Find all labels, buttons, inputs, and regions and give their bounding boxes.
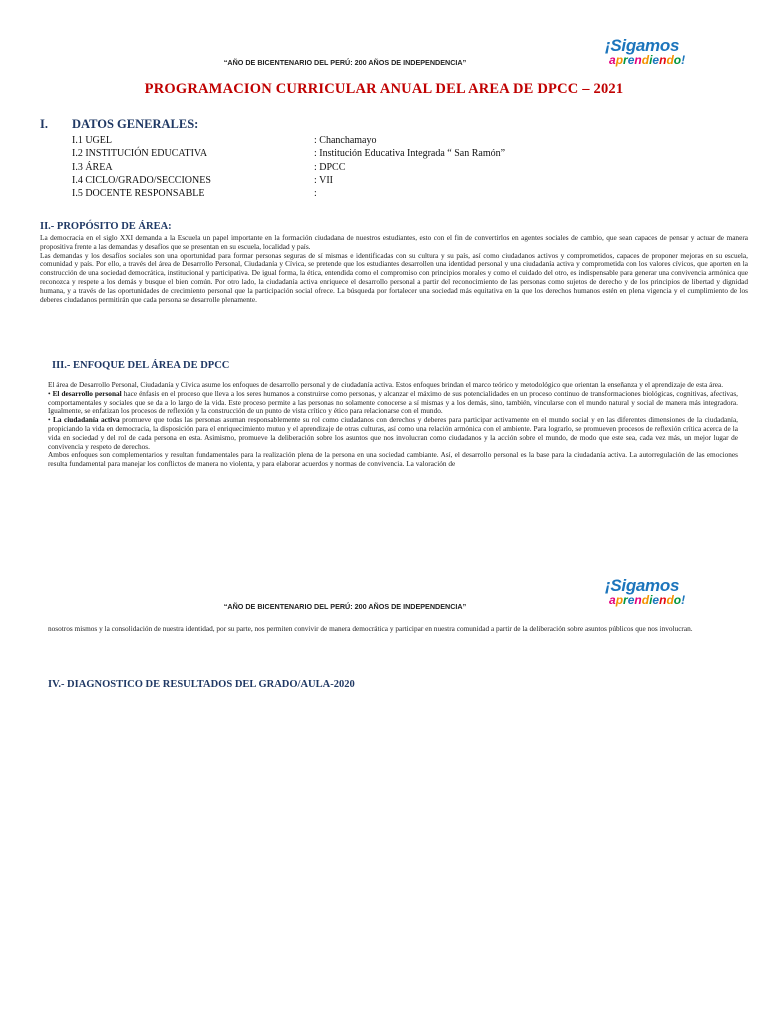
- general-data-value: : Institución Educativa Integrada “ San Ramón”: [314, 148, 506, 160]
- logo-bottom-text: aprendiendo!: [609, 593, 686, 607]
- general-data-row: [72, 161, 614, 174]
- logo-top-text: ¡Sigamos: [605, 36, 680, 55]
- sigamos-aprendiendo-logo: [605, 38, 685, 66]
- bullet-term: La ciudadanía activa: [53, 415, 120, 425]
- general-data-row: [72, 187, 614, 200]
- paragraph: Las demandas y los desafíos sociales son una oportunidad para formar personas seguras de sí mismas e identificadas con su cultura y su país, así como ciudadanos activos y comprometidos, capaces de proponer mejoras en su escuela, comunidad y país. Por ello, a través del área de Desarrollo Personal, Ciudadanía y Cívica, se pretende que los estudiantes desarrollen una identidad personal y una ciudadanía activa y comprometida con los valores cívicos, que aporten en la construcción de una sociedad democrática, institucional y participativa. De igual forma, la ética, entendida como el compromiso con principios morales y como el cuidado del otro, es indispensable para generar una convivencia armónica que reconozca y respete a los demás y busque el bien común. Por otro lado, la ciudadanía activa enriquece el desarrollo personal a partir del reconocimiento de las personas como sujetos de derecho y de los principios de libertad y dignidad humana, y a través de las oportunidades de crecimiento personal que la participación social ofrece. La búsqueda por fortalecer una sociedad más equitativa en la que los derechos humanos estén en plena vigencia y el cumplimiento de los deberes ciudadanos permitirán que cada persona se desarrolle plenamente.: [40, 250, 748, 304]
- section-4-heading: IV.- DIAGNOSTICO DE RESULTADOS DEL GRADO/AULA-2020: [48, 679, 355, 690]
- general-data-label: I.1 UGEL: [72, 135, 112, 146]
- sigamos-aprendiendo-logo: [605, 578, 685, 606]
- section-3-heading: III.- ENFOQUE DEL ÁREA DE DPCC: [52, 360, 230, 371]
- bullet-item: • El desarrollo personal hace énfasis en el proceso que lleva a los seres humanos a construirse como personas, y alcanzar el máximo de sus potencialidades en un proceso continuo de transformaciones biológicas, cognitivas, afectivas, comportamentales y sociales que se da a lo largo de la vida. Este proceso permite a las personas no solamente conocerse a sí mismas y a los demás, sino, también, vincularse con el mundo natural y social de manera más integradora. Igualmente, se enfatizan los procesos de reflexión y la construcción de un punto de vista crítico y ético para relacionarse con el mundo.: [48, 388, 738, 416]
- section-2-heading: II.- PROPÓSITO DE ÁREA:: [40, 221, 172, 232]
- section-3-body: [48, 381, 738, 469]
- general-data-value: :: [314, 188, 317, 200]
- paragraph: El área de Desarrollo Personal, Ciudadanía y Cívica asume los enfoques de desarrollo personal y de ciudadanía activa. Estos enfoques brindan el marco teórico y metodológico que orientan la enseñanza y el aprendizaje de esta área.: [48, 380, 724, 389]
- general-data-label: I.5 DOCENTE RESPONSABLE: [72, 188, 205, 200]
- general-data-value: : DPCC: [314, 161, 346, 173]
- paragraph: La democracia en el siglo XXI demanda a la Escuela un papel importante en la formación ciudadana de nuestros estudiantes, esto con el fin de convertirlos en agentes sociales de cambio, que sean capaces de pensar y actuar de manera propositiva frente a las demandas y desafíos que se presentan en su escuela, localidad y país.: [40, 233, 748, 251]
- section-2-body: [40, 234, 748, 304]
- section-1-title: DATOS GENERALES:: [72, 117, 199, 131]
- general-data-label: I.4 CICLO/GRADO/SECCIONES: [72, 174, 211, 186]
- bullet-item: • La ciudadanía activa promueve que todas las personas asuman responsablemente su rol como ciudadanos con derechos y deberes para participar activamente en el mundo social y en las diferentes dimensiones de la ciudadanía, propiciando la vida en democracia, la disposición para el enriquecimiento mutuo y el aprendizaje de otras culturas, así como una relación armónica con el ambiente. Para lograrlo, se promueven procesos de reflexión crítica acerca de la vida en sociedad y del rol de cada persona en esta. Asimismo, promueve la deliberación sobre los asuntos que nos involucran como ciudadanos y la acción sobre el mundo, de modo que este sea, cada vez más, un mejor lugar de convivencia y respeto de derechos.: [48, 415, 739, 451]
- logo-top-text: ¡Sigamos: [605, 576, 680, 595]
- general-data-row: [72, 174, 614, 187]
- section-1-heading: [40, 117, 198, 132]
- general-data-value: : Chanchamayo: [314, 135, 377, 146]
- general-data-row: [72, 134, 614, 147]
- header-motto-page-2: “AÑO DE BICENTENARIO DEL PERÚ: 200 AÑOS DE INDEPENDENCIA”: [223, 602, 467, 611]
- section-1-number: I.: [40, 117, 48, 131]
- general-data-label: I.3 ÁREA: [72, 161, 113, 173]
- bullet-text: promueve que todas las personas asuman responsablemente su rol como ciudadanos con derechos y deberes para participar activamente en el mundo social y en las diferentes dimensiones de la ciudadanía, propiciando la vida en democracia, la disposición para el enriquecimiento mutuo y el aprendizaje de otras culturas, así como una relación armónica con el ambiente. Para lograrlo, se promueven procesos de reflexión crítica acerca de la vida en sociedad y del rol de cada persona en esta. Asimismo, promueve la deliberación sobre los asuntos que nos involucran como ciudadanos y la acción sobre el mundo, de modo que este sea, cada vez más, un mejor lugar de convivencia y respeto de derechos.: [48, 415, 739, 451]
- bullet-text: hace énfasis en el proceso que lleva a los seres humanos a construirse como personas, y alcanzar el máximo de sus potencialidades en un proceso continuo de transformaciones biológicas, cognitivas, afectivas, comportamentales y sociales que se da a lo largo de la vida. Este proceso permite a las personas no solamente conocerse a sí mismas y a los demás, sino, también, vincularse con el mundo natural y social de manera más integradora. Igualmente, se enfatizan los procesos de reflexión y la construcción de un punto de vista crítico y ético para relacionarse con el mundo.: [48, 388, 738, 416]
- general-data-table: [72, 134, 614, 200]
- section-3-continuation: nosotros mismos y la consolidación de nuestra identidad, por su parte, nos permiten convivir de manera democrática y participar en nuestra comunidad a partir de la deliberación sobre asuntos públicos que nos involucran.: [48, 624, 693, 633]
- general-data-value: : VII: [314, 174, 333, 186]
- general-data-label: I.2 INSTITUCIÓN EDUCATIVA: [72, 148, 208, 160]
- bullet-term: El desarrollo personal: [52, 388, 122, 398]
- logo-bottom-text: aprendiendo!: [609, 53, 686, 67]
- paragraph: Ambos enfoques son complementarios y resultan fundamentales para la realización plena de la persona en una sociedad cambiante. Así, el desarrollo personal es la base para la ciudadanía activa. La autorregulación de las emociones resulta fundamental para manejar los conflictos de manera no violenta, y para elaborar acuerdos y normas de convivencia. La valoración de: [48, 450, 738, 469]
- header-motto: “AÑO DE BICENTENARIO DEL PERÚ: 200 AÑOS DE INDEPENDENCIA”: [223, 58, 467, 67]
- general-data-row: [72, 147, 614, 160]
- page-title: PROGRAMACION CURRICULAR ANUAL DEL AREA DE DPCC – 2021: [144, 81, 624, 97]
